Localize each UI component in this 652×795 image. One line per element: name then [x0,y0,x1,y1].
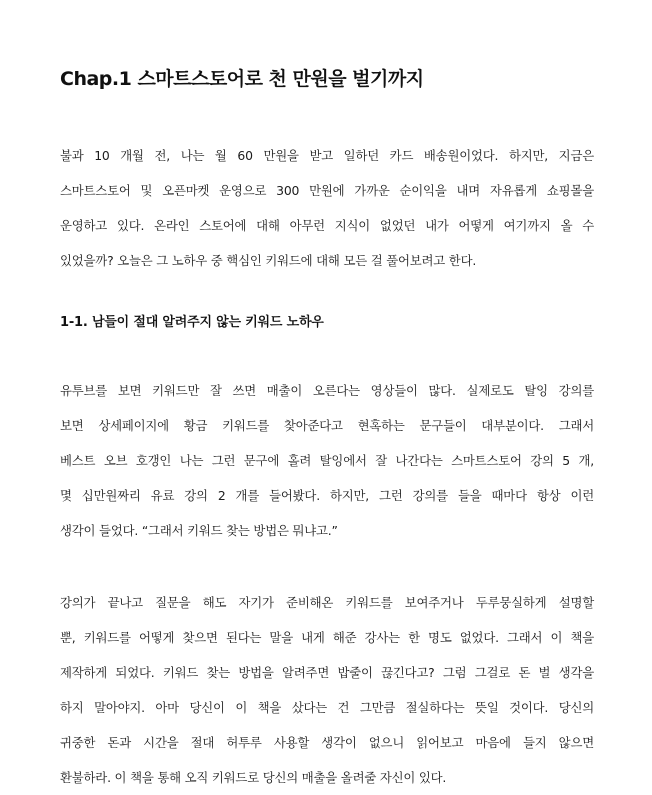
section-paragraph-2 [60,585,594,795]
paragraph-line: 보면 상세페이지에 황금 키워드를 찾아준다고 현혹하는 문구들이 대부분이다. 그래서 [60,418,594,433]
paragraph-line: 몇 십만원짜리 유료 강의 2 개를 들어봤다. 하지만, 그런 강의를 들을 때마다 항상 이런 [60,488,594,503]
paragraph-line: 스마트스토어 및 오픈마켓 운영으로 300 만원에 가까운 순이익을 내며 자유롭게 쇼핑몰을 [60,183,594,198]
section-heading: 1-1. 남들이 절대 알려주지 않는 키워드 노하우 [60,315,324,330]
intro-paragraph [60,138,594,278]
paragraph-line: 유투브를 보면 키워드만 잘 쓰면 매출이 오른다는 영상들이 많다. 실제로도 탈잉 강의를 [60,383,594,398]
paragraph-line: 강의가 끝나고 질문을 해도 자기가 준비해온 키워드를 보여주거나 두루뭉실하게 설명할 [60,595,594,610]
paragraph-line: 베스트 오브 호갱인 나는 그런 문구에 홀려 탈잉에서 잘 나간다는 스마트스토어 강의 5 개, [60,453,594,468]
paragraph-line: 제작하게 되었다. 키워드 찾는 방법을 알려주면 밥줄이 끊긴다고? 그럼 그걸로 돈 벌 생각을 [60,665,594,680]
section-paragraph-1 [60,373,594,548]
paragraph-line: 불과 10 개월 전, 나는 월 60 만원을 받고 일하던 카드 배송원이었다. 하지만, 지금은 [60,148,594,163]
paragraph-line: 있었을까? 오늘은 그 노하우 중 핵심인 키워드에 대해 모든 걸 풀어보려고 한다. [60,253,477,268]
paragraph-line: 생각이 들었다. “그래서 키워드 찾는 방법은 뭐냐고.” [60,523,338,538]
paragraph-line: 환불하라. 이 책을 통해 오직 키워드로 당신의 매출을 올려줄 자신이 있다. [60,770,447,785]
paragraph-line: 뿐, 키워드를 어떻게 찾으면 된다는 말을 내게 해준 강사는 한 명도 없었다. 그래서 이 책을 [60,630,594,645]
chapter-title: Chap.1 스마트스토어로 천 만원을 벌기까지 [60,68,424,90]
paragraph-line: 귀중한 돈과 시간을 절대 허투루 사용할 생각이 없으니 읽어보고 마음에 들지 않으면 [60,735,594,750]
paragraph-line: 운영하고 있다. 온라인 스토어에 대해 아무런 지식이 없었던 내가 어떻게 여기까지 올 수 [60,218,594,233]
paragraph-line: 하지 말아야지. 아마 당신이 이 책을 샀다는 건 그만큼 절실하다는 뜻일 것이다. 당신의 [60,700,594,715]
